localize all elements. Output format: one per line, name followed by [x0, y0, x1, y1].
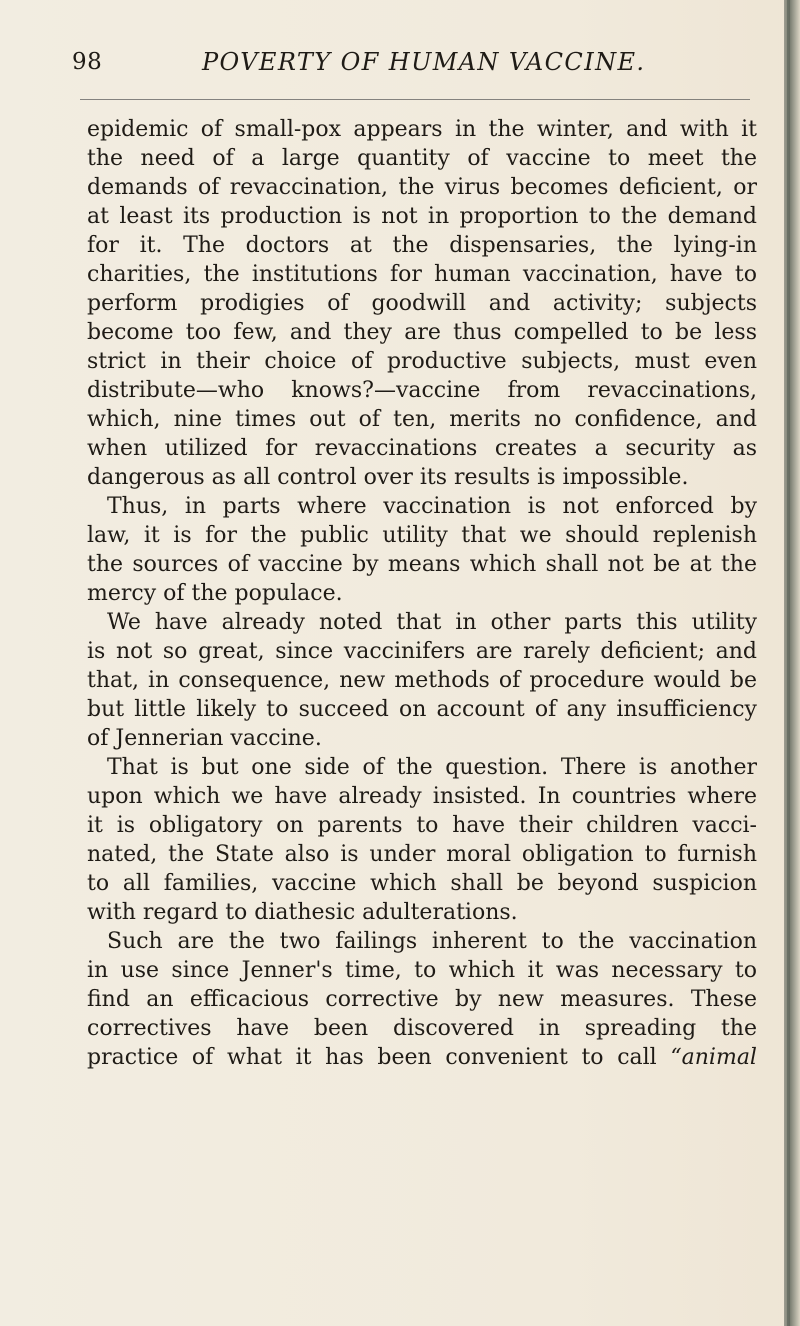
text-line-33-main: practice of what it has been convenient to call — [87, 1045, 657, 1070]
text-line-32: correctives have been discovered in spreading the — [87, 1016, 757, 1041]
text-line-26: nated, the State also is under moral obligation to furnish — [87, 842, 757, 867]
text-line-13: dangerous as all control over its results is impossible. — [87, 465, 689, 490]
text-line-3: demands of revaccination, the virus becomes deficient, or — [87, 175, 757, 200]
text-line-9: strict in their choice of productive subjects, must even — [87, 349, 757, 374]
text-line-1: epidemic of small-pox appears in the winter, and with it — [87, 117, 757, 142]
text-line-14: Thus, in parts where vaccination is not enforced by — [107, 494, 757, 519]
text-line-5: for it. The doctors at the dispensaries, the lying-in — [87, 233, 757, 258]
text-line-23: That is but one side of the question. There is another — [107, 755, 757, 780]
text-line-27: to all families, vaccine which shall be beyond suspicion — [87, 871, 757, 896]
text-line-15: law, it is for the public utility that we should replenish — [87, 523, 757, 548]
text-line-29: Such are the two failings inherent to the vaccination — [107, 929, 757, 954]
text-line-20: that, in consequence, new methods of procedure would be — [87, 668, 757, 693]
text-line-25: it is obligatory on parents to have their children vacci- — [87, 813, 757, 838]
text-line-10: distribute—who knows?—vaccine from revaccinations, — [87, 378, 757, 403]
body-text — [87, 115, 757, 1072]
text-line-31: find an efficacious corrective by new measures. These — [87, 987, 757, 1012]
text-line-16: the sources of vaccine by means which shall not be at the — [87, 552, 757, 577]
text-line-2: the need of a large quantity of vaccine to meet the — [87, 146, 757, 171]
text-line-22: of Jennerian vaccine. — [87, 726, 322, 751]
text-line-33-italic: “animal — [670, 1045, 757, 1070]
text-line-7: perform prodigies of goodwill and activity; subjects — [87, 291, 757, 316]
running-head: POVERTY OF HUMAN VACCINE. — [202, 48, 646, 76]
text-line-8: become too few, and they are thus compelled to be less — [87, 320, 757, 345]
text-line-6: charities, the institutions for human vaccination, have to — [87, 262, 757, 287]
text-line-28: with regard to diathesic adulterations. — [87, 900, 518, 925]
page-number: 98 — [72, 49, 103, 75]
text-line-24: upon which we have already insisted. In countries where — [87, 784, 757, 809]
text-line-11: which, nine times out of ten, merits no confidence, and — [87, 407, 757, 432]
text-line-18: We have already noted that in other parts this utility — [107, 610, 757, 635]
text-line-4: at least its production is not in proportion to the demand — [87, 204, 757, 229]
text-line-12: when utilized for revaccinations creates a security as — [87, 436, 757, 461]
text-line-19: is not so great, since vaccinifers are rarely deficient; and — [87, 639, 757, 664]
text-line-33 — [87, 1043, 757, 1072]
header-rule — [80, 99, 750, 100]
text-line-30: in use since Jenner's time, to which it was necessary to — [87, 958, 757, 983]
text-line-21: but little likely to succeed on account of any insufficiency — [87, 697, 757, 722]
page-binding-shadow — [787, 0, 790, 1326]
page-header — [72, 49, 762, 83]
text-line-17: mercy of the populace. — [87, 581, 343, 606]
